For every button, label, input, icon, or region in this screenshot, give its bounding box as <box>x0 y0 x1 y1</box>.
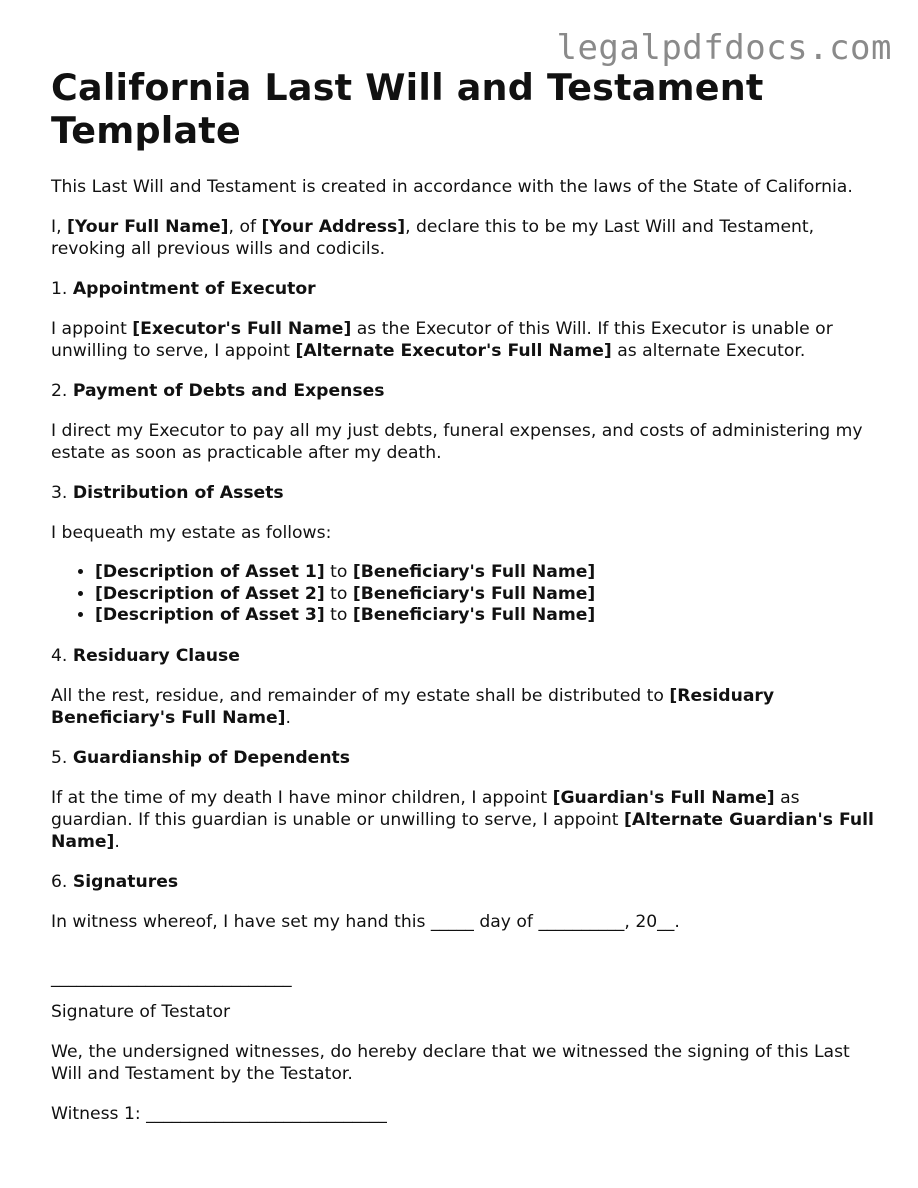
section-heading-signatures <box>51 871 881 893</box>
residuary-beneficiary-placeholder: [Residuary Beneficiary's Full Name] <box>51 685 775 728</box>
asset-connector: to <box>324 583 353 604</box>
asset-placeholder: [Description of Asset 2] <box>95 583 325 604</box>
alternate-guardian-placeholder: [Alternate Guardian's Full Name] <box>51 809 874 852</box>
residuary-text: All the rest, residue, and remainder of my estate shall be distributed to <box>51 685 670 706</box>
list-item <box>95 605 881 627</box>
section-title: Payment of Debts and Expenses <box>72 381 385 401</box>
asset-connector: to <box>324 605 353 625</box>
document-title <box>51 66 881 152</box>
alternate-executor-placeholder: [Alternate Executor's Full Name] <box>295 341 612 361</box>
title-line-2: Template <box>51 109 241 152</box>
section-heading-residuary <box>51 645 881 667</box>
beneficiary-placeholder: [Beneficiary's Full Name] <box>352 605 596 625</box>
witness-declaration-paragraph: We, the undersigned witnesses, do hereby declare that we witnessed the signing of this Last Will and Testament by the Testator. <box>51 1041 850 1084</box>
section-title: Appointment of Executor <box>72 279 316 299</box>
asset-placeholder: [Description of Asset 1] <box>95 562 325 582</box>
title-line-1: California Last Will and Testament <box>51 66 764 109</box>
section-heading-assets <box>51 482 881 504</box>
testator-name-placeholder: [Your Full Name] <box>67 217 229 237</box>
beneficiary-placeholder: [Beneficiary's Full Name] <box>352 562 596 582</box>
section-number: 3. <box>51 483 73 503</box>
section-heading-guardianship <box>51 747 881 769</box>
residuary-text: . <box>285 707 291 728</box>
section-number: 6. <box>51 871 73 892</box>
section-title: Residuary Clause <box>72 645 240 666</box>
executor-paragraph <box>51 318 881 362</box>
section-title: Guardianship of Dependents <box>72 747 350 768</box>
guardianship-text: If at the time of my death I have minor children, I appoint <box>51 787 553 808</box>
asset-connector: to <box>324 562 353 582</box>
asset-placeholder: [Description of Asset 3] <box>95 605 325 625</box>
list-item <box>95 562 881 584</box>
declaration-paragraph <box>51 216 881 260</box>
declaration-text: , declare this to be my Last Will and Testament, revoking all previous wills and codicils. <box>51 217 815 259</box>
section-number: 4. <box>51 645 73 666</box>
document-page <box>51 66 881 1143</box>
executor-text: as the Executor of this Will. If this Executor is unable or unwilling to serve, I appoint <box>51 319 833 361</box>
beneficiary-placeholder: [Beneficiary's Full Name] <box>352 583 596 604</box>
intro-paragraph: This Last Will and Testament is created in accordance with the laws of the State of California. <box>51 177 853 197</box>
executor-text: I appoint <box>51 319 133 339</box>
assets-paragraph: I bequeath my estate as follows: <box>51 523 332 543</box>
section-number: 5. <box>51 747 73 768</box>
residuary-paragraph <box>51 685 881 729</box>
section-heading-debts <box>51 380 881 402</box>
section-number: 2. <box>51 381 73 401</box>
testator-address-placeholder: [Your Address] <box>261 217 406 237</box>
guardianship-paragraph <box>51 787 881 853</box>
asset-list <box>51 562 881 627</box>
declaration-text: , of <box>228 217 262 237</box>
executor-name-placeholder: [Executor's Full Name] <box>132 319 352 339</box>
site-watermark: legalpdfdocs.com <box>556 28 892 68</box>
guardian-name-placeholder: [Guardian's Full Name] <box>552 787 775 808</box>
debts-paragraph: I direct my Executor to pay all my just debts, funeral expenses, and costs of administering my estate as soon as practicable after my death. <box>51 421 863 463</box>
executor-text: as alternate Executor. <box>611 341 806 361</box>
section-title: Distribution of Assets <box>72 483 284 503</box>
section-heading-executor <box>51 278 881 300</box>
testator-signature-line: ____________________________ <box>51 967 292 988</box>
witness-1-line: Witness 1: ____________________________ <box>51 1103 387 1124</box>
guardianship-text: . <box>114 831 120 852</box>
section-title: Signatures <box>72 871 179 892</box>
guardianship-text: as guardian. If this guardian is unable or unwilling to serve, I appoint <box>51 787 800 830</box>
testator-signature-label: Signature of Testator <box>51 1001 231 1022</box>
section-number: 1. <box>51 279 73 299</box>
declaration-text: I, <box>51 217 67 237</box>
list-item <box>95 584 881 606</box>
witness-whereof-paragraph: In witness whereof, I have set my hand this _____ day of __________, 20__. <box>51 911 680 932</box>
